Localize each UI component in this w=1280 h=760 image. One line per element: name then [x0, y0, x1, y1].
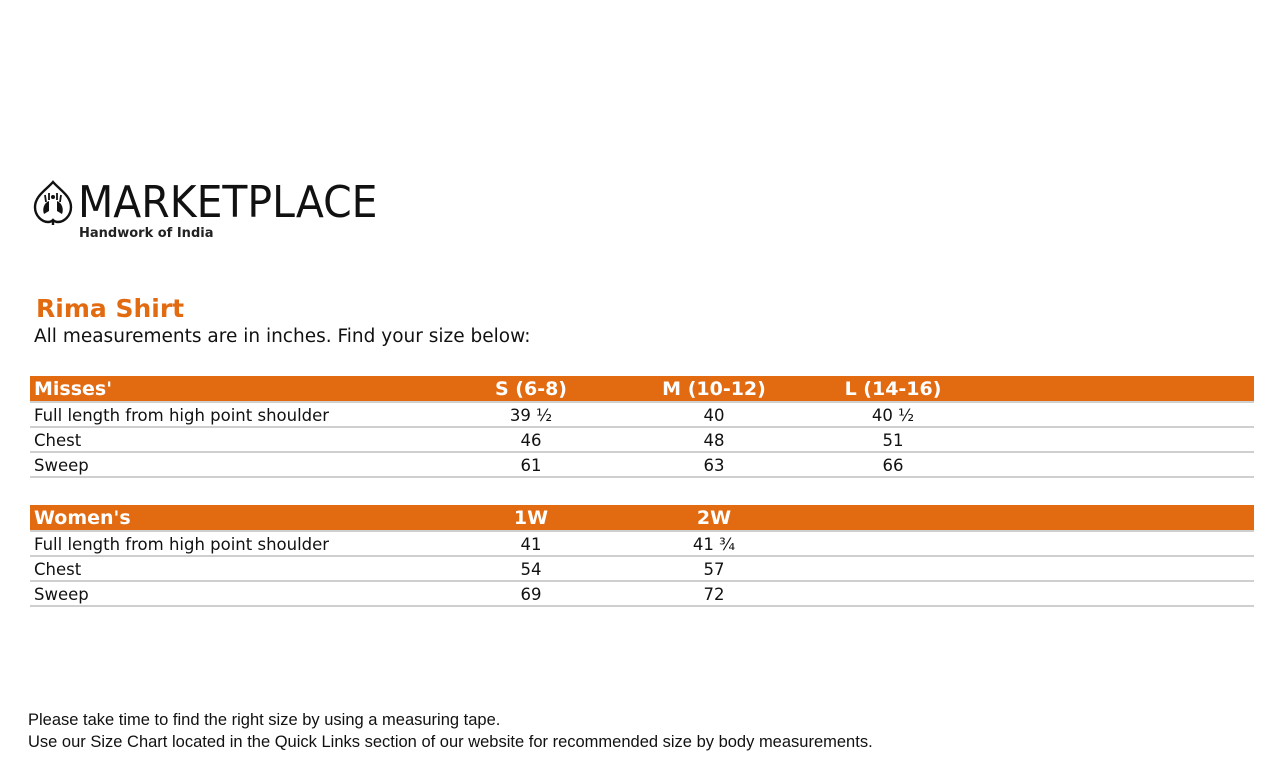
brand-logo	[30, 178, 410, 248]
measurement-label: Full length from high point shoulder	[34, 406, 330, 425]
table-row: Chest 46 48 51	[30, 428, 1254, 453]
table-header-row: Misses' S (6-8) M (10-12) L (14-16)	[30, 376, 1254, 403]
table-header-row: Women's 1W 2W	[30, 505, 1254, 532]
table-row: Sweep 69 72	[30, 582, 1254, 607]
footer-line: Use our Size Chart located in the Quick Links section of our website for recommended size by body measurements.	[28, 733, 873, 751]
header-label: Misses'	[34, 378, 113, 400]
table-row: Sweep 61 63 66	[30, 453, 1254, 478]
intro-text: All measurements are in inches. Find your size below:	[34, 326, 531, 347]
table-row: Chest 54 57	[30, 557, 1254, 582]
womens-size-table	[30, 505, 1254, 607]
brand-name: MARKETPLACE	[78, 177, 378, 228]
header-label: Women's	[34, 507, 131, 529]
misses-size-table	[30, 376, 1254, 478]
leaf-hands-icon	[32, 180, 74, 226]
brand-tagline: Handwork of India	[79, 226, 214, 241]
measurement-label: Sweep	[34, 456, 89, 475]
footer-notes	[28, 709, 873, 753]
measurement-label: Full length from high point shoulder	[34, 535, 330, 554]
footer-line: Please take time to find the right size by using a measuring tape.	[28, 711, 501, 729]
product-title: Rima Shirt	[36, 294, 185, 323]
measurement-label: Chest	[34, 431, 82, 450]
measurement-label: Chest	[34, 560, 82, 579]
table-row: Full length from high point shoulder 39 ½ 40 40 ½	[30, 403, 1254, 428]
table-row: Full length from high point shoulder 41 41 ¾	[30, 532, 1254, 557]
measurement-label: Sweep	[34, 585, 89, 604]
